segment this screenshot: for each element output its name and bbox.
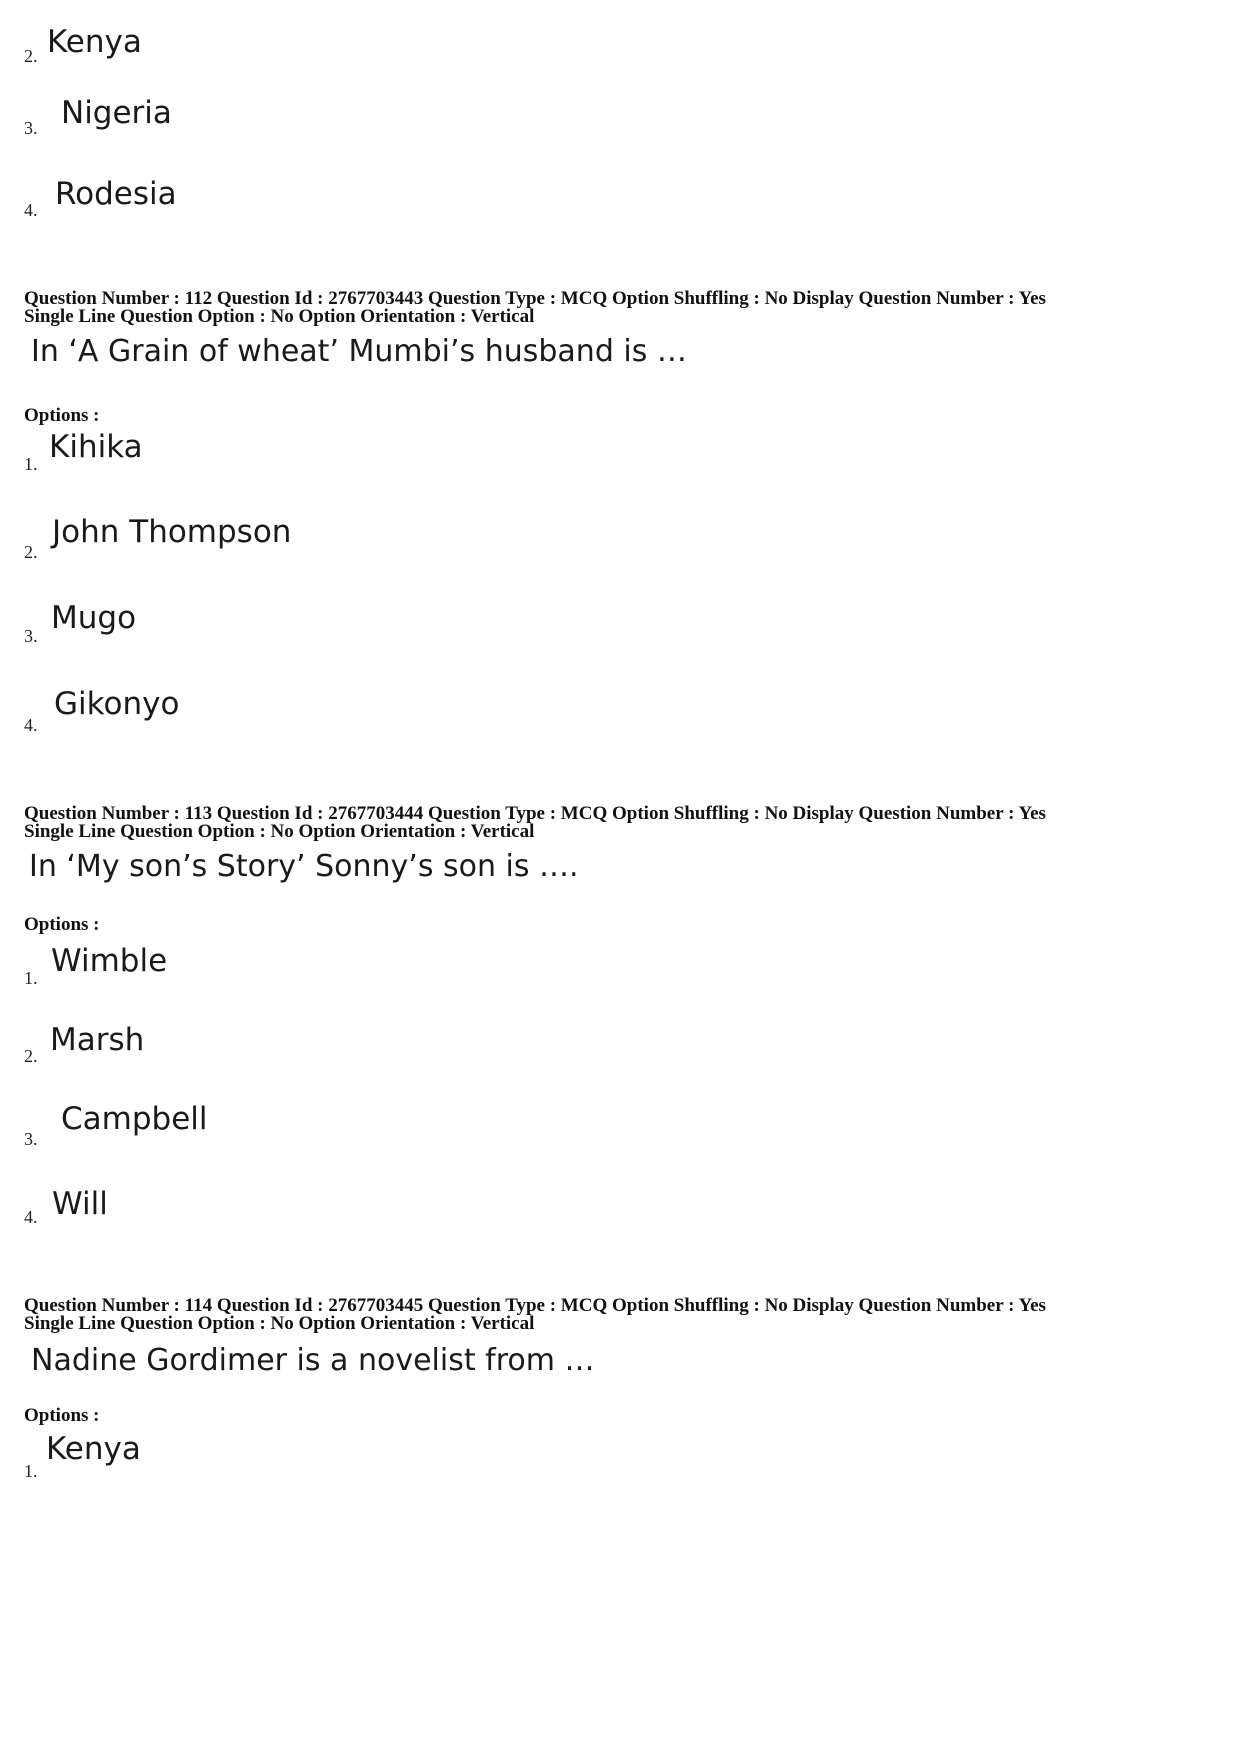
option-text: Will <box>52 1186 108 1222</box>
option-number: 2. <box>24 46 38 66</box>
option-number: 3. <box>24 118 38 138</box>
question-meta-line2: Single Line Question Option : No Option Orientation : Vertical <box>24 1313 535 1334</box>
option-text: Nigeria <box>61 95 172 131</box>
question-text: Nadine Gordimer is a novelist from … <box>31 1343 595 1378</box>
option-text: John Thompson <box>52 514 292 550</box>
question-meta-line1: Question Number : 114 Question Id : 2767703445 Question Type : MCQ Option Shuffling : No Display Question Number : Yes <box>24 1295 1046 1316</box>
question-text: In ‘A Grain of wheat’ Mumbi’s husband is … <box>31 334 687 369</box>
question-meta-line1: Question Number : 112 Question Id : 2767703443 Question Type : MCQ Option Shuffling : No Display Question Number : Yes <box>24 288 1046 309</box>
question-meta-line1: Question Number : 113 Question Id : 2767703444 Question Type : MCQ Option Shuffling : No Display Question Number : Yes <box>24 803 1046 824</box>
option-number: 3. <box>24 1129 38 1149</box>
options-label: Options : <box>24 405 100 426</box>
option-text: Kenya <box>47 24 142 60</box>
option-number: 4. <box>24 1207 38 1227</box>
option-text: Gikonyo <box>54 686 180 722</box>
option-number: 1. <box>24 1461 38 1481</box>
option-number: 2. <box>24 1046 38 1066</box>
option-text: Kenya <box>46 1431 141 1467</box>
option-text: Mugo <box>51 600 137 636</box>
question-meta-line2: Single Line Question Option : No Option Orientation : Vertical <box>24 821 535 842</box>
question-meta-line2: Single Line Question Option : No Option Orientation : Vertical <box>24 306 535 327</box>
option-number: 4. <box>24 200 38 220</box>
option-text: Kihika <box>49 429 143 465</box>
option-number: 1. <box>24 968 38 988</box>
option-text: Campbell <box>61 1101 208 1137</box>
option-number: 4. <box>24 715 38 735</box>
option-text: Marsh <box>50 1022 145 1058</box>
option-number: 3. <box>24 626 38 646</box>
option-text: Wimble <box>51 943 168 979</box>
options-label: Options : <box>24 914 100 935</box>
option-number: 1. <box>24 454 38 474</box>
option-number: 2. <box>24 542 38 562</box>
options-label: Options : <box>24 1405 100 1426</box>
question-text: In ‘My son’s Story’ Sonny’s son is …. <box>29 849 579 884</box>
option-text: Rodesia <box>55 176 177 212</box>
